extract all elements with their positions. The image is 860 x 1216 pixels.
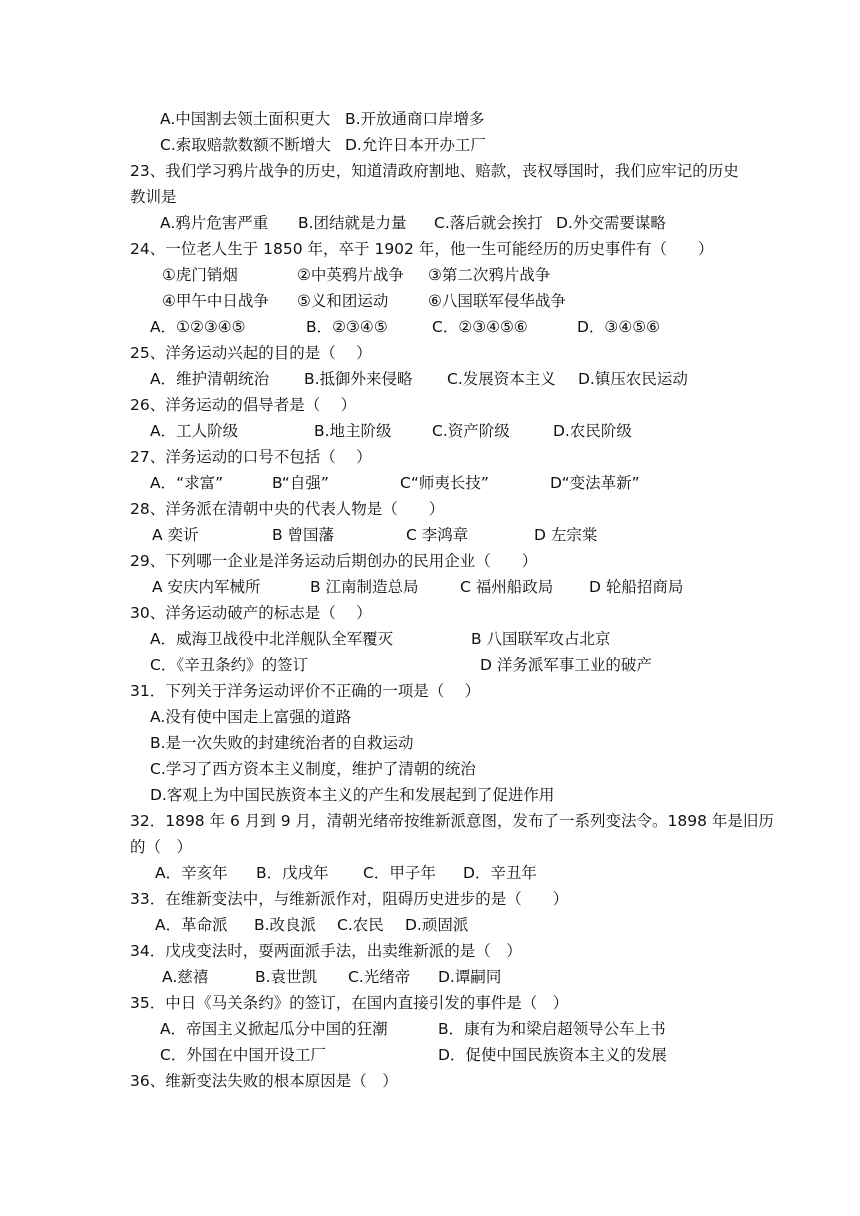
option-text: A．①②③④⑤ xyxy=(150,318,246,336)
option-text: A 安庆内军械所 xyxy=(152,578,261,596)
option-text: D.镇压农民运动 xyxy=(578,370,688,388)
option-text: C.光绪帝 xyxy=(348,968,411,986)
option-text: D 洋务派军事工业的破产 xyxy=(480,656,652,674)
option-text: D.外交需要谋略 xyxy=(556,214,666,232)
question-text: 教训是 xyxy=(130,188,177,206)
question-text: 32．1898 年 6 月到 9 月，清朝光绪帝按维新派意图，发布了一系列变法令。1898 年是旧历 xyxy=(130,812,774,830)
option-text: A．工人阶级 xyxy=(150,422,239,440)
option-text: ③第二次鸦片战争 xyxy=(428,266,551,284)
question-text: 28、洋务派在清朝中央的代表人物是（ ） xyxy=(130,500,445,518)
option-text: D.顽固派 xyxy=(405,916,469,934)
option-text: D.农民阶级 xyxy=(553,422,632,440)
option-text: C．②③④⑤⑥ xyxy=(432,318,528,336)
option-text: B.袁世凯 xyxy=(255,968,318,986)
option-text: C.农民 xyxy=(337,916,384,934)
option-text: B.抵御外来侵略 xyxy=(304,370,413,388)
question-text: 29、下列哪一企业是洋务运动后期创办的民用企业（ ） xyxy=(130,552,538,570)
question-text: C.学习了西方资本主义制度，维护了清朝的统治 xyxy=(150,760,476,778)
option-text: B.地主阶级 xyxy=(314,422,392,440)
option-text: D.允许日本开办工厂 xyxy=(345,136,486,154)
question-text: 34．戊戌变法时，耍两面派手法，出卖维新派的是（ ） xyxy=(130,942,522,960)
option-text: ①虎门销烟 xyxy=(162,266,238,284)
option-text: D．③④⑤⑥ xyxy=(577,318,661,336)
option-text: ④甲午中日战争 xyxy=(162,292,269,310)
question-text: D.客观上为中国民族资本主义的产生和发展起到了促进作用 xyxy=(150,786,555,804)
option-text: A.鸦片危害严重 xyxy=(160,214,269,232)
option-text: C 福州船政局 xyxy=(460,578,554,596)
option-text: A．维护清朝统治 xyxy=(150,370,270,388)
option-text: B 曾国藩 xyxy=(272,526,335,544)
question-text: 30、洋务运动破产的标志是（ ） xyxy=(130,604,372,622)
option-text: C.落后就会挨打 xyxy=(434,214,543,232)
question-text: 33．在维新变法中，与维新派作对，阻碍历史进步的是（ ） xyxy=(130,890,569,908)
option-text: C．外国在中国开设工厂 xyxy=(160,1046,326,1064)
option-text: B．②③④⑤ xyxy=(306,318,388,336)
question-text: 的（ ） xyxy=(130,838,193,856)
option-text: A．威海卫战役中北洋舰队全军覆灭 xyxy=(150,630,394,648)
question-text: B.是一次失败的封建统治者的自救运动 xyxy=(150,734,414,752)
option-text: ⑥八国联军侵华战争 xyxy=(428,292,566,310)
option-text: B 八国联军攻占北京 xyxy=(471,630,611,648)
option-text: B.开放通商口岸增多 xyxy=(345,110,485,128)
option-text: A.慈禧 xyxy=(162,968,209,986)
option-text: A．帝国主义掀起瓜分中国的狂潮 xyxy=(160,1020,388,1038)
question-text: 24、一位老人生于 1850 年，卒于 1902 年，他一生可能经历的历史事件有（ ） xyxy=(130,240,714,258)
question-text: 27、洋务运动的口号不包括（ ） xyxy=(130,448,372,466)
option-text: A．辛亥年 xyxy=(155,864,228,882)
option-text: D．辛丑年 xyxy=(463,864,537,882)
option-text: C“师夷长技” xyxy=(400,474,489,492)
question-text: 35．中日《马关条约》的签订，在国内直接引发的事件是（ ） xyxy=(130,994,569,1012)
option-text: C.发展资本主义 xyxy=(447,370,556,388)
option-text: B.团结就是力量 xyxy=(298,214,407,232)
option-text: A 奕䜣 xyxy=(152,526,199,544)
question-text: 31．下列关于洋务运动评价不正确的一项是（ ） xyxy=(130,682,481,700)
option-text: B．康有为和梁启超领导公车上书 xyxy=(438,1020,666,1038)
option-text: C．甲子年 xyxy=(363,864,436,882)
option-text: C.索取赔款数额不断增大 xyxy=(160,136,331,154)
option-text: A．“求富” xyxy=(150,474,224,492)
option-text: B．戊戌年 xyxy=(256,864,329,882)
option-text: ⑤义和团运动 xyxy=(297,292,389,310)
question-text: A.没有使中国走上富强的道路 xyxy=(150,708,352,726)
option-text: B 江南制造总局 xyxy=(310,578,419,596)
option-text: C 李鸿章 xyxy=(406,526,469,544)
option-text: B“自强” xyxy=(272,474,329,492)
option-text: C.资产阶级 xyxy=(432,422,510,440)
option-text: D 左宗棠 xyxy=(534,526,598,544)
question-text: 25、洋务运动兴起的目的是（ ） xyxy=(130,344,372,362)
question-text: 23、我们学习鸦片战争的历史，知道清政府割地、赔款，丧权辱国时，我们应牢记的历史 xyxy=(130,162,739,180)
option-text: D 轮船招商局 xyxy=(589,578,684,596)
option-text: A．革命派 xyxy=(155,916,228,934)
option-text: D.谭嗣同 xyxy=(438,968,502,986)
option-text: C．《辛丑条约》的签订 xyxy=(150,656,309,674)
question-text: 26、洋务运动的倡导者是（ ） xyxy=(130,396,357,414)
option-text: B.改良派 xyxy=(254,916,317,934)
option-text: D．促使中国民族资本主义的发展 xyxy=(438,1046,667,1064)
option-text: D“变法革新” xyxy=(550,474,640,492)
option-text: ②中英鸦片战争 xyxy=(297,266,404,284)
question-text: 36、维新变法失败的根本原因是（ ） xyxy=(130,1072,398,1090)
option-text: A.中国割去领土面积更大 xyxy=(160,110,331,128)
